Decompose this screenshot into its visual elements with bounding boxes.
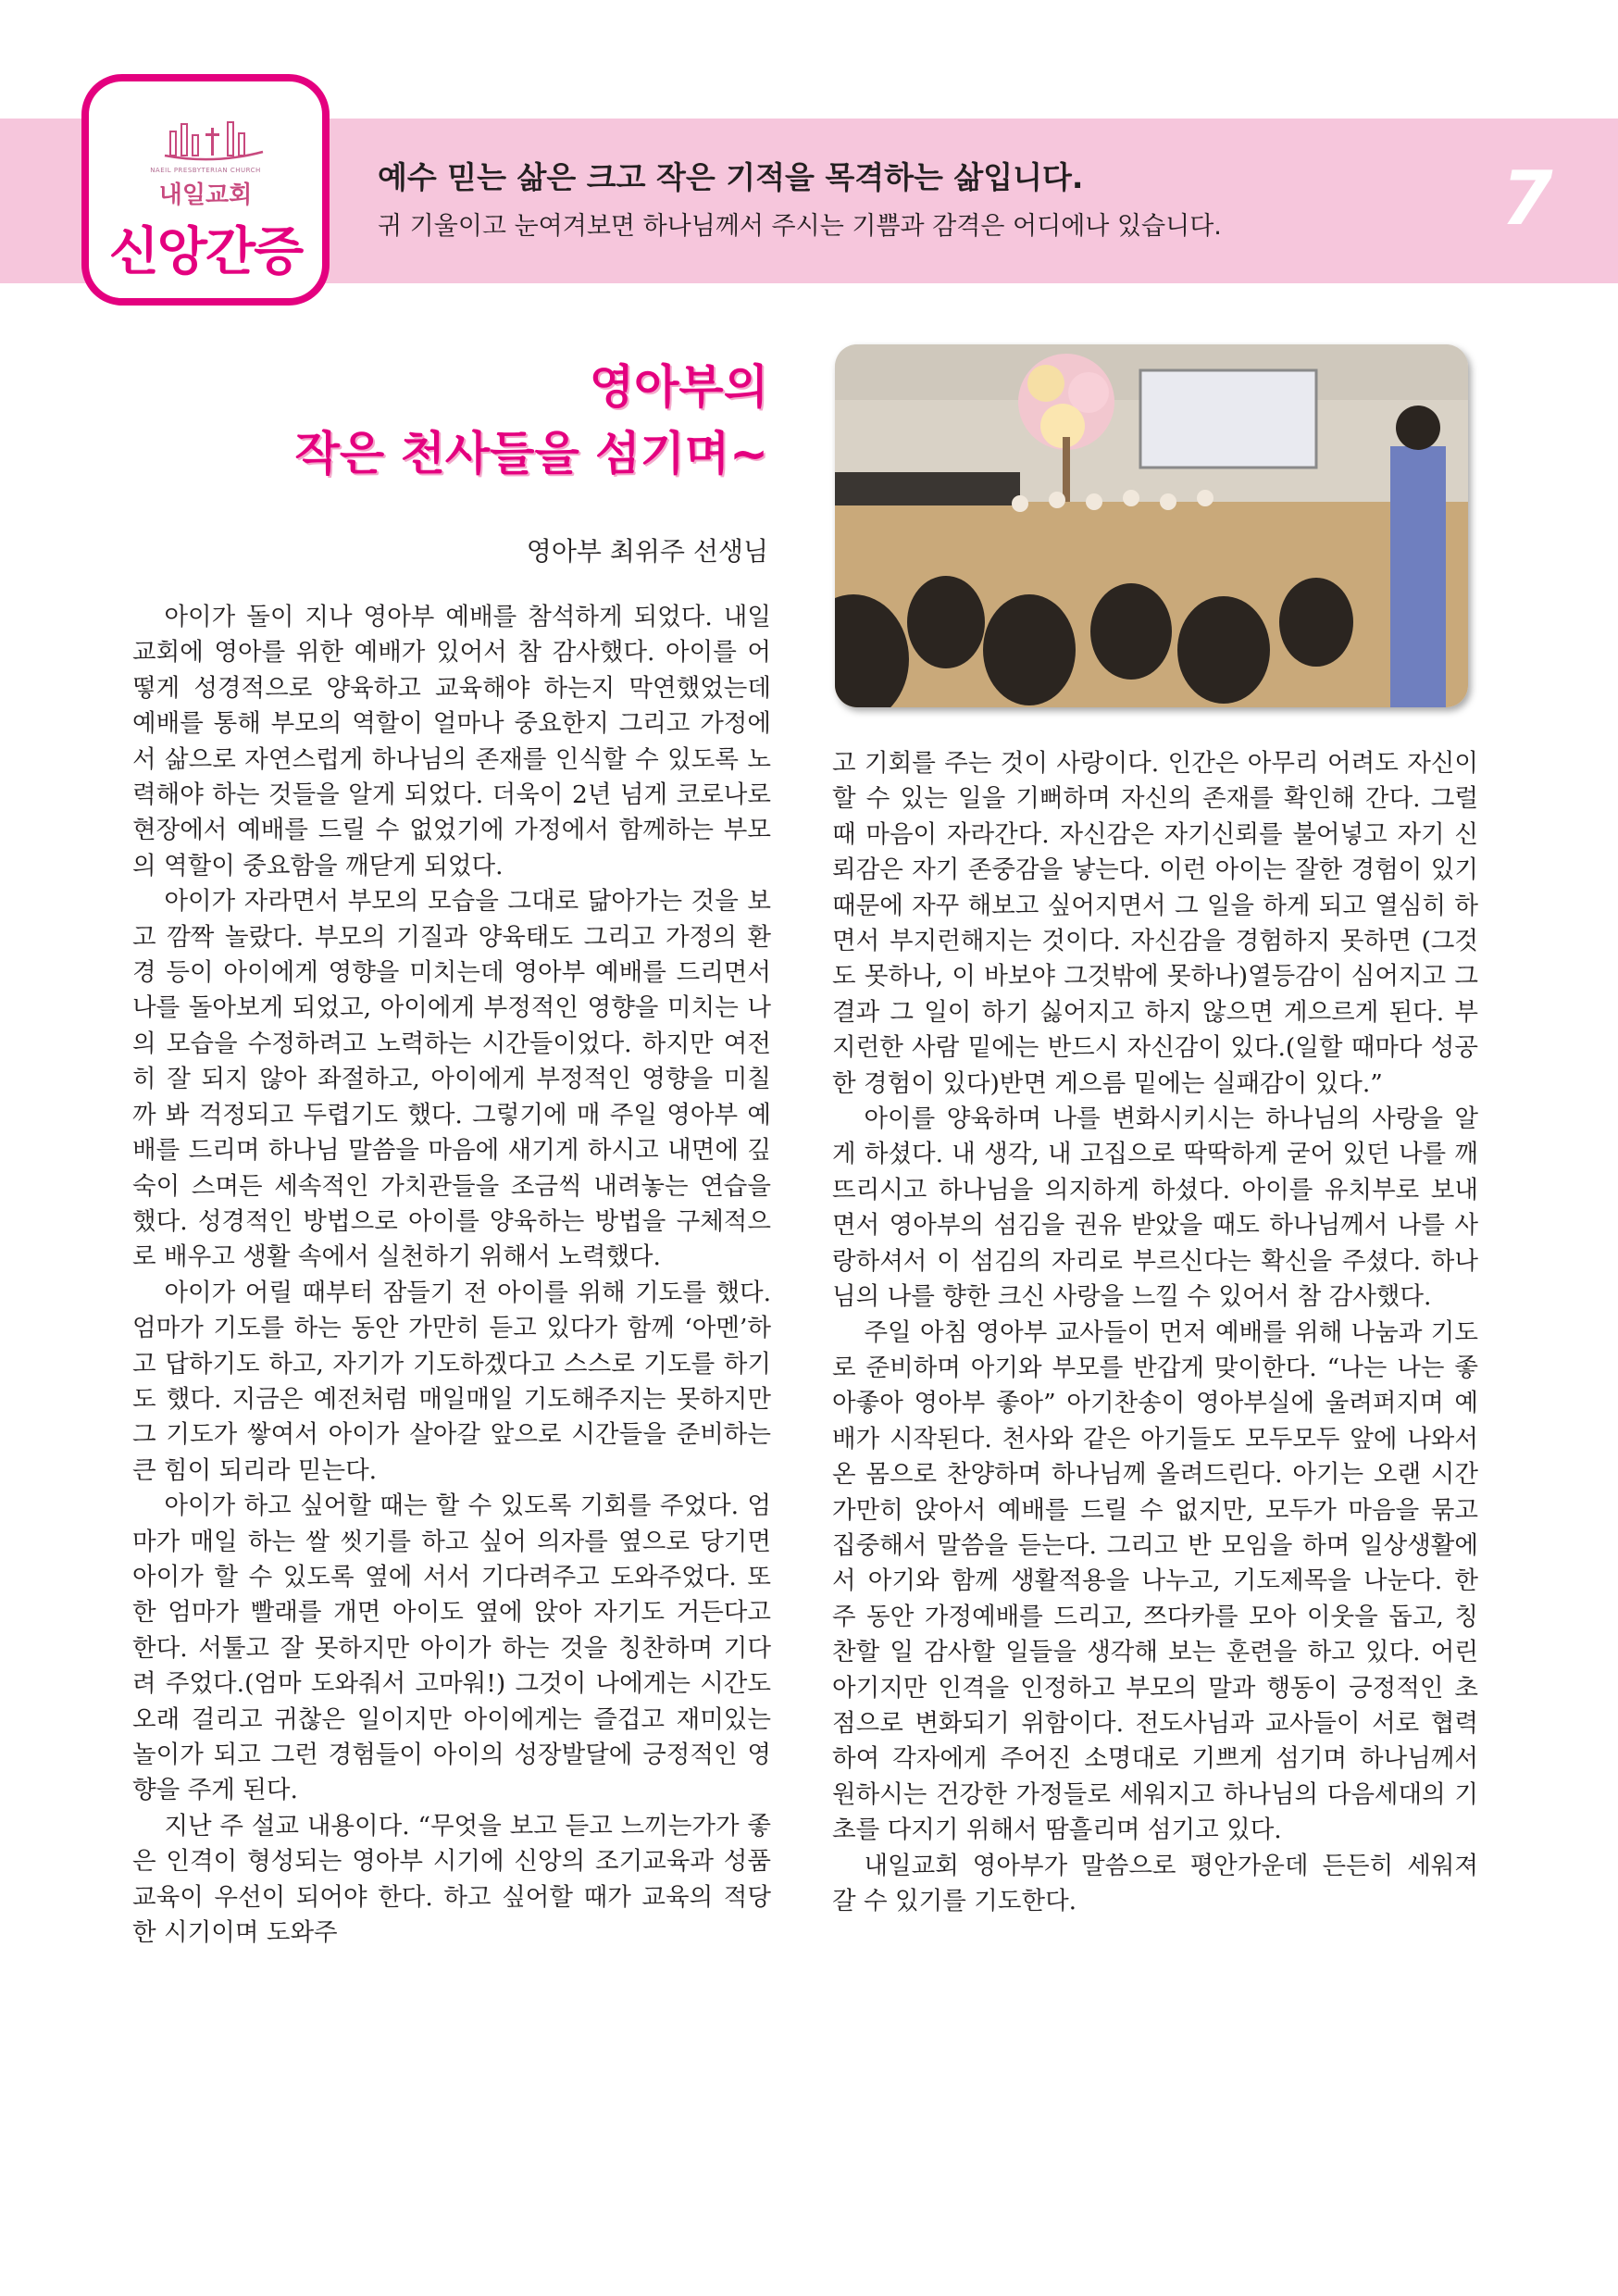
- article-title-line-2: 작은 천사들을 섬기며~: [294, 427, 768, 480]
- header-headline: 예수 믿는 삶은 크고 작은 기적을 목격하는 삶입니다.: [378, 159, 1084, 195]
- church-name: 내일교회: [158, 181, 253, 209]
- worship-room-illustration: [835, 344, 1468, 707]
- article-title: [295, 354, 768, 487]
- paragraph: 지난 주 설교 내용이다. “무엇을 보고 듣고 느끼는가가 좋은 인격이 형성되는 영아부 시기에 신앙의 조기교육과 성품교육이 우선이 되어야 한다. 하고 싶어할 때가 교육의 적당한 시기이며 도와주: [132, 1811, 771, 1948]
- paragraph: 아이가 자라면서 부모의 모습을 그대로 닮아가는 것을 보고 깜짝 놀랐다. 부모의 기질과 양육태도 그리고 가정의 환경 등이 아이에게 영향을 미치는데 영아부 예배를 드리면서 나를 돌아보게 되었고, 아이에게 부정적인 영향을 미치는 나의 모습을 수정하려고 노력하는 시간들이었다. 하지만 여전히 잘 되지 않아 좌절하고, 아이에게 부정적인 영향을 미칠까 봐 걱정되고 두렵기도 했다. 그렇기에 매 주일 영아부 예배를 드리며 하나님 말씀을 마음에 새기게 하시고 내면에 깊숙이 스며든 세속적인 가치관들을 조금씩 내려놓는 연습을 했다. 성경적인 방법으로 아이를 양육하는 방법을 구체적으로 배우고 생활 속에서 실천하기 위해서 노력했다.: [132, 887, 771, 1272]
- header-subline: 귀 기울이고 눈여겨보면 하나님께서 주시는 기쁨과 감격은 어디에나 있습니다.: [378, 212, 1222, 241]
- logo-english-text: NAEIL PRESBYTERIAN CHURCH: [150, 167, 261, 174]
- paragraph: 아이가 돌이 지나 영아부 예배를 참석하게 되었다. 내일교회에 영아를 위한 예배가 있어서 참 감사했다. 아이를 어떻게 성경적으로 양육하고 교육해야 하는지 막연했었는데 예배를 통해 부모의 역할이 얼마나 중요한지 그리고 가정에서 삶으로 자연스럽게 하나님의 존재를 인식할 수 있도록 노력해야 하는 것들을 알게 되었다. 더욱이 2년 넘게 코로나로 현장에서 예배를 드릴 수 없었기에 가정에서 함께하는 부모의 역할이 중요함을 깨닫게 되었다.: [132, 603, 771, 880]
- paragraph: 고 기회를 주는 것이 사랑이다. 인간은 아무리 어려도 자신이 할 수 있는 일을 기뻐하며 자신의 존재를 확인해 간다. 그럴 때 마음이 자라간다. 자신감은 자기신뢰를 불어넣고 자기 신뢰감은 자기 존중감을 낳는다. 이런 아이는 잘한 경험이 있기 때문에 자꾸 해보고 싶어지면서 그 일을 하게 되고 열심히 하면서 부지런해지는 것이다. 자신감을 경험하지 못하면 (그것도 못하나, 이 바보야 그것밖에 못하나)열등감이 심어지고 그 결과 그 일이 하기 싫어지고 하지 않으면 게으르게 된다. 부지런한 사람 밑에는 반드시 자신감이 있다.(일할 때마다 성공한 경험이 있다)반면 게으름 밑에는 실패감이 있다.”: [832, 749, 1478, 1098]
- paragraph: 내일교회 영아부가 말씀으로 평안가운데 든든히 세워져 갈 수 있기를 기도한다.: [832, 1851, 1478, 1915]
- paragraph: 아이를 양육하며 나를 변화시키시는 하나님의 사랑을 알게 하셨다. 내 생각, 내 고집으로 딱딱하게 굳어 있던 나를 깨뜨리시고 하나님을 의지하게 하셨다. 아이를 유치부로 보내면서 영아부의 섬김을 권유 받았을 때도 하나님께서 나를 사랑하셔서 이 섬김의 자리로 부르신다는 확신을 주셨다. 하나님의 나를 향한 크신 사랑을 느낄 수 있어서 참 감사했다.: [832, 1104, 1478, 1312]
- church-skyline-icon: [163, 115, 265, 161]
- church-logo-badge: [81, 74, 330, 306]
- paragraph: 아이가 하고 싶어할 때는 할 수 있도록 기회를 주었다. 엄마가 매일 하는 쌀 씻기를 하고 싶어 의자를 옆으로 당기면 아이가 할 수 있도록 옆에 서서 기다려주고 도와주었다. 또한 엄마가 빨래를 개면 아이도 옆에 앉아 자기도 거든다고 한다. 서툴고 잘 못하지만 아이가 하는 것을 칭찬하며 기다려 주었다.(엄마 도와줘서 고마워!) 그것이 나에게는 시간도 오래 걸리고 귀찮은 일이지만 아이에게는 즐겁고 재미있는 놀이가 되고 그런 경험들이 아이의 성장발달에 긍정적인 영향을 주게 된다.: [132, 1491, 771, 1805]
- worship-photo: [835, 344, 1468, 707]
- article-column-left: [132, 600, 771, 1951]
- section-title: 신앙간증: [108, 222, 303, 282]
- page-number: 7: [1501, 156, 1553, 242]
- article-byline: 영아부 최위주 선생님: [526, 536, 768, 567]
- article-title-line-1: 영아부의: [589, 360, 768, 414]
- article-column-right: [832, 746, 1478, 1919]
- paragraph: 주일 아침 영아부 교사들이 먼저 예배를 위해 나눔과 기도로 준비하며 아기와 부모를 반갑게 맞이한다. “나는 나는 좋아좋아 영아부 좋아” 아기찬송이 영아부실에 울려퍼지며 예배가 시작된다. 천사와 같은 아기들도 모두모두 앞에 나와서 온 몸으로 찬양하며 하나님께 올려드린다. 아기는 오랜 시간 가만히 앉아서 예배를 드릴 수 없지만, 모두가 마음을 묶고 집중해서 말씀을 듣는다. 그리고 반 모임을 하며 일상생활에서 아기와 함께 생활적용을 나누고, 기도제목을 나눈다. 한 주 동안 가정예배를 드리고, 쯔다카를 모아 이웃을 돕고, 칭찬할 일 감사할 일들을 생각해 보는 훈련을 하고 있다. 어린 아기지만 인격을 인정하고 부모의 말과 행동이 긍정적인 초점으로 변화되기 위함이다. 전도사님과 교사들이 서로 협력하여 각자에게 주어진 소명대로 기쁘게 섬기며 하나님께서 원하시는 건강한 가정들로 세워지고 하나님의 다음세대의 기초를 다지기 위해서 땀흘리며 섬기고 있다.: [832, 1317, 1478, 1845]
- paragraph: 아이가 어릴 때부터 잠들기 전 아이를 위해 기도를 했다. 엄마가 기도를 하는 동안 가만히 듣고 있다가 함께 ‘아멘’하고 답하기도 하고, 자기가 기도하겠다고 스스로 기도를 하기도 했다. 지금은 예전처럼 매일매일 기도해주지는 못하지만 그 기도가 쌓여서 아이가 살아갈 앞으로 시간들을 준비하는 큰 힘이 되리라 믿는다.: [132, 1278, 771, 1485]
